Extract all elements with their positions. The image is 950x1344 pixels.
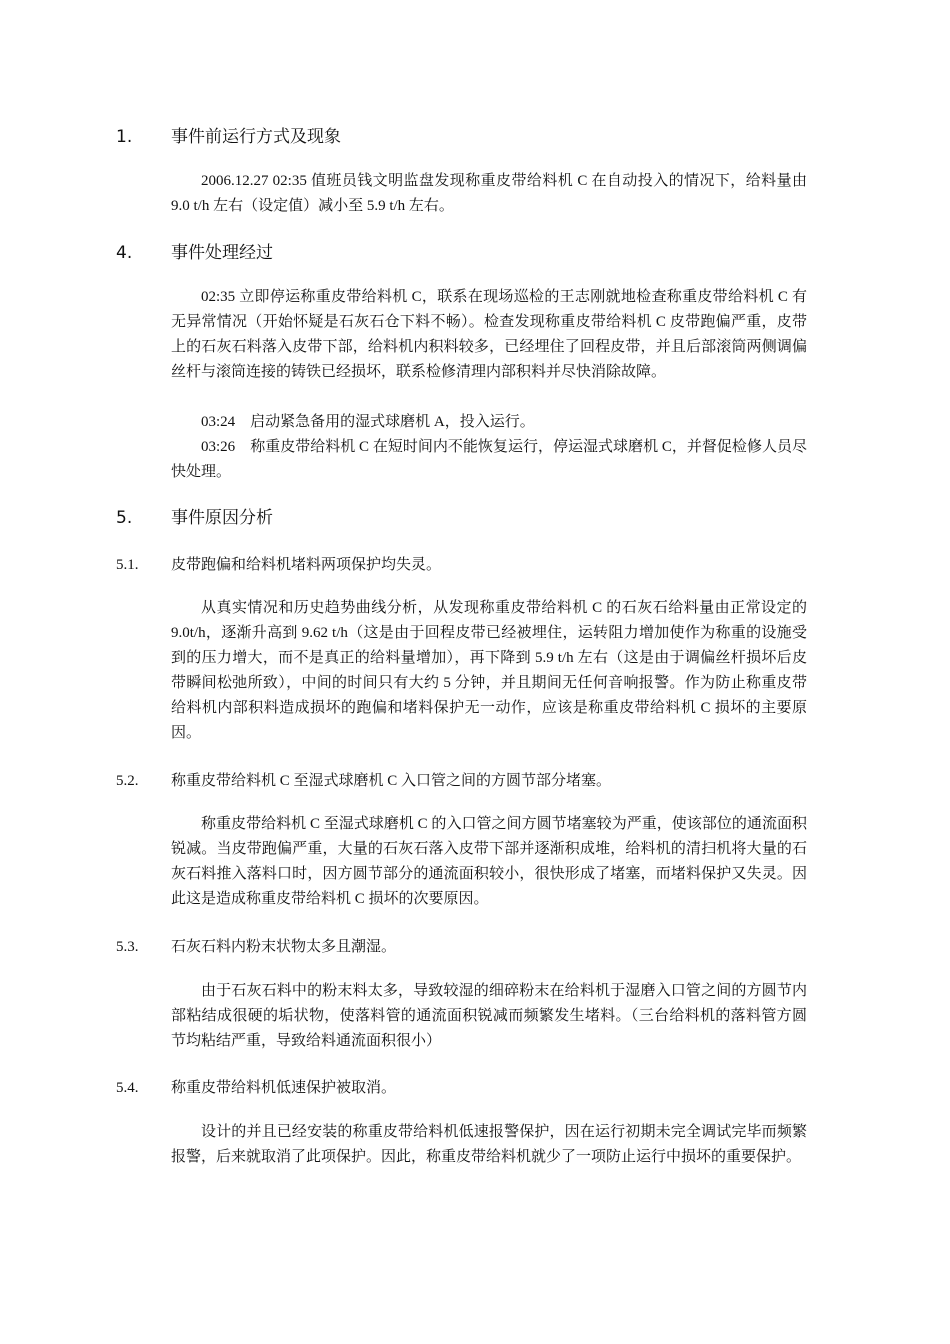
section-heading-4 bbox=[116, 242, 273, 264]
subsection-heading-5-4 bbox=[116, 1078, 396, 1098]
paragraph: 02:35 立即停运称重皮带给料机 C，联系在现场巡检的王志刚就地检查称重皮带给料机 C 有无异常情况（开始怀疑是石灰石仓下料不畅）。检查发现称重皮带给料机 C 皮带跑偏严重，皮带上的石灰石料落入皮带下部，给料机内积料较多，已经埋住了回程皮带，并且后部滚筒两侧调偏丝杆与滚筒连接的铸铁已经损坏，联系检修清理内部积料并尽快消除故障。 bbox=[171, 289, 807, 380]
paragraph: 由于石灰石料中的粉末料太多，导致较湿的细碎粉末在给料机于湿磨入口管之间的方圆节内部粘结成很硬的垢状物，使落料管的通流面积锐减而频繁发生堵料。（三台给料机的落料管方圆节均粘结严重，导致给料通流面积很小） bbox=[171, 983, 807, 1049]
paragraph: 2006.12.27 02:35 值班员钱文明监盘发现称重皮带给料机 C 在自动投入的情况下，给料量由 9.0 t/h 左右（设定值）减小至 5.9 t/h 左右。 bbox=[171, 173, 807, 214]
subsection-heading-5-1 bbox=[116, 555, 441, 575]
paragraph: 称重皮带给料机 C 至湿式球磨机 C 的入口管之间方圆节堵塞较为严重，使该部位的通流面积锐减。当皮带跑偏严重，大量的石灰石落入皮带下部并逐渐积成堆，给料机的清扫机将大量的石灰石料推入落料口时，因方圆节部分的通流面积较小，很快形成了堵塞，而堵料保护又失灵。因此这是造成称重皮带给料机 C 损坏的次要原因。 bbox=[171, 816, 807, 907]
subsection-title: 称重皮带给料机 C 至湿式球磨机 C 入口管之间的方圆节部分堵塞。 bbox=[171, 773, 612, 789]
subsection-number: 5.2. bbox=[116, 773, 139, 789]
subsection-heading-5-2 bbox=[116, 771, 611, 791]
section-number: 5. bbox=[116, 508, 133, 528]
paragraph: 03:26 称重皮带给料机 C 在短时间内不能恢复运行，停运湿式球磨机 C，并督促检修人员尽快处理。 bbox=[171, 439, 807, 480]
paragraph: 从真实情况和历史趋势曲线分析，从发现称重皮带给料机 C 的石灰石给料量由正常设定的 9.0t/h，逐渐升高到 9.62 t/h（这是由于回程皮带已经被埋住，运转阻力增加使作为称重的设施受到的压力增大，而不是真正的给料量增加），再下降到 5.9 t/h 左右（这是由于调偏丝杆损坏后皮带瞬间松弛所致），中间的时间只有大约 5 分钟，并且期间无任何音响报警。作为防止称重皮带给料机内部积料造成损坏的跑偏和堵料保护无一动作，应该是称重皮带给料机 C 损坏的主要原因。 bbox=[171, 600, 807, 741]
paragraph: 03:24 启动紧急备用的湿式球磨机 A，投入运行。 bbox=[201, 414, 535, 430]
subsection-title: 石灰石料内粉末状物太多且潮湿。 bbox=[171, 939, 397, 955]
section-title: 事件处理经过 bbox=[171, 243, 273, 263]
subsection-number: 5.3. bbox=[116, 939, 139, 955]
section-number: 1. bbox=[116, 127, 133, 147]
section-title: 事件前运行方式及现象 bbox=[171, 127, 341, 147]
section-title: 事件原因分析 bbox=[171, 508, 273, 528]
subsection-number: 5.4. bbox=[116, 1080, 139, 1096]
section-heading-5 bbox=[116, 507, 273, 529]
section-heading-1 bbox=[116, 126, 341, 148]
paragraph: 设计的并且已经安装的称重皮带给料机低速报警保护，因在运行初期未完全调试完毕而频繁报警，后来就取消了此项保护。因此，称重皮带给料机就少了一项防止运行中损坏的重要保护。 bbox=[171, 1124, 807, 1165]
subsection-number: 5.1. bbox=[116, 557, 139, 573]
subsection-title: 称重皮带给料机低速保护被取消。 bbox=[171, 1080, 397, 1096]
section-number: 4. bbox=[116, 243, 133, 263]
subsection-title: 皮带跑偏和给料机堵料两项保护均失灵。 bbox=[171, 557, 442, 573]
subsection-heading-5-3 bbox=[116, 937, 396, 957]
